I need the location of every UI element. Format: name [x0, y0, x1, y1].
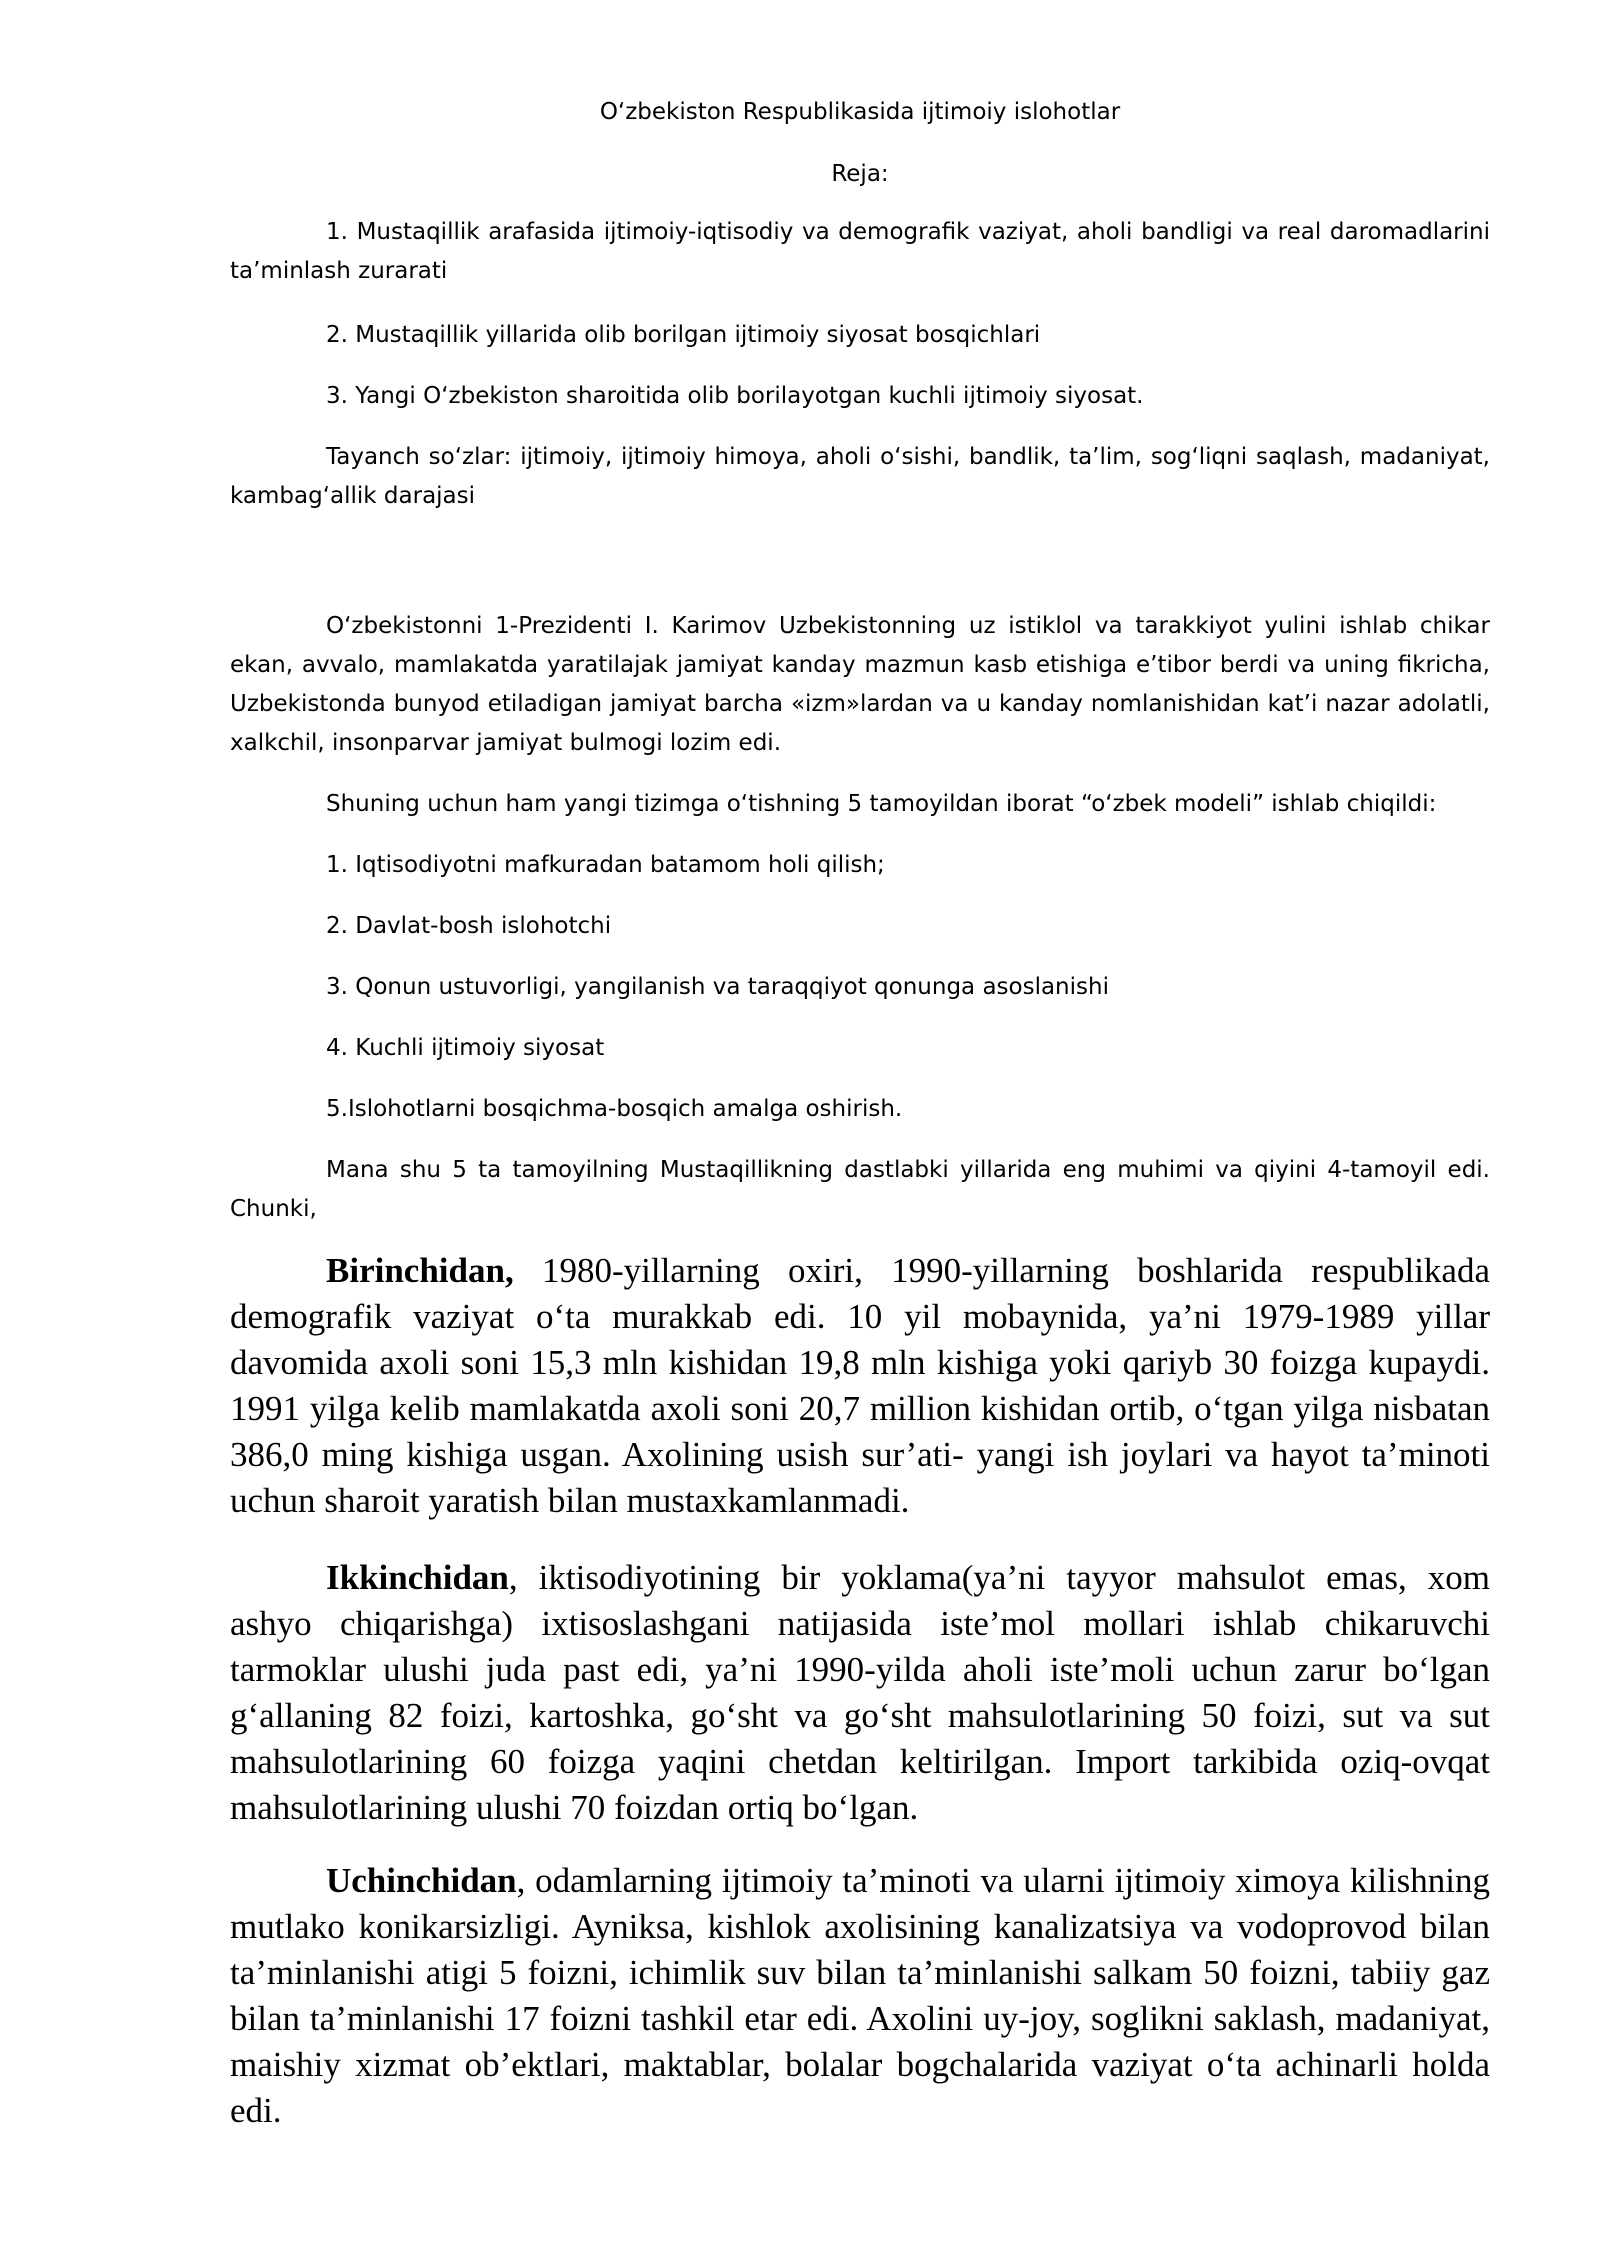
plan-item-2: 2. Mustaqillik yillarida olib borilgan ijtimoiy siyosat bosqichlari: [326, 322, 1041, 348]
principle-2: 2. Davlat-bosh islohotchi: [326, 913, 612, 939]
principle-4: 4. Kuchli ijtimoiy siyosat: [326, 1035, 605, 1061]
plan-item-1: 1. Mustaqillik arafasida ijtimoiy-iqtisodiy va demografik vaziyat, aholi bandligi va real daromadlarini ta’minlash zurarati: [230, 219, 1490, 284]
principle-1: 1. Iqtisodiyotni mafkuradan batamom holi qilish;: [326, 852, 885, 878]
intro-paragraph: O‘zbekistonni 1-Prezidenti I. Karimov Uzbekistonning uz istiklol va tarakkiyot yulini ishlab chikar ekan, avvalo, mamlakatda yaratilajak jamiyat kanday mazmun kasb etishiga e’tibor berdi va uning fikricha, Uzbekistonda bunyod etiladigan jamiyat barcha «izm»lardan va u kanday nomlanishidan kat’i nazar adolatli, xalkchil, insonparvar jamiyat bulmogi lozim edi.: [230, 613, 1490, 756]
principle-3: 3. Qonun ustuvorligi, yangilanish va taraqqiyot qonunga asoslanishi: [326, 974, 1109, 1000]
section-third: [230, 1858, 1490, 2134]
section-first-text: 1980-yillarning oxiri, 1990-yillarning boshlarida respublikada demografik vaziyat o‘ta murakkab edi. 10 yil mobaynida, ya’ni 1979-1989 yillar davomida axoli soni 15,3 mln kishidan 19,8 mln kishiga yoki qariyb 30 foizga kupaydi. 1991 yilga kelib mamlakatda axoli soni 20,7 million kishidan ortib, o‘tgan yilga nisbatan 386,0 ming kishiga usgan. Axolining usish sur’ati- yangi ish joylari va hayot ta’minoti uchun sharoit yaratish bilan mustaxkamlanmadi.: [230, 1251, 1490, 1520]
principle-5: 5.Islohotlarni bosqichma-bosqich amalga oshirish.: [326, 1096, 903, 1122]
keywords-paragraph: Tayanch so‘zlar: ijtimoiy, ijtimoiy himoya, aholi o‘sishi, bandlik, ta’lim, sog‘liqni saqlash, madaniyat, kambag‘allik darajasi: [230, 444, 1490, 509]
section-second: [230, 1555, 1490, 1831]
section-second-text: , iktisodiyotining bir yoklama(ya’ni tayyor mahsulot emas, xom ashyo chiqarishga) ixtisoslashgani natijasida iste’mol mollari ishlab chikaruvchi tarmoklar ulushi juda past edi, ya’ni 1990-yilda aholi iste’moli uchun zarur bo‘lgan g‘allaning 82 foizi, kartoshka, go‘sht va go‘sht mahsulotlarining 50 foizi, sut va sut mahsulotlarining 60 foizga yaqini chetdan keltirilgan. Import tarkibida oziq-ovqat mahsulotlarining ulushi 70 foizdan ortiq bo‘lgan.: [230, 1558, 1490, 1827]
section-first: [230, 1248, 1490, 1524]
section-third-text: , odamlarning ijtimoiy ta’minoti va ularni ijtimoiy ximoya kilishning mutlako konikarsizligi. Ayniksa, kishlok axolisining kanalizatsiya va vodoprovod bilan ta’minlanishi atigi 5 foizni, ichimlik suv bilan ta’minlanishi salkam 50 foizni, tabiiy gaz bilan ta’minlanishi 17 foizni tashkil etar edi. Axolini uy-joy, soglikni saklash, madaniyat, maishiy xizmat ob’ektlari, maktablar, bolalar bogchalarida vaziyat o‘ta achinarli holda edi.: [230, 1861, 1490, 2130]
section-second-lead: Ikkinchidan: [326, 1558, 509, 1597]
plan-item-3: 3. Yangi O‘zbekiston sharoitida olib borilayotgan kuchli ijtimoiy siyosat.: [326, 383, 1144, 409]
model-intro: Shuning uchun ham yangi tizimga o‘tishning 5 tamoyildan iborat “o‘zbek modeli” ishlab chiqildi:: [326, 791, 1437, 817]
section-third-lead: Uchinchidan: [326, 1861, 517, 1900]
section-first-lead: Birinchidan,: [326, 1251, 514, 1290]
document-title: O‘zbekiston Respublikasida ijtimoiy islohotlar: [599, 99, 1121, 125]
transition-paragraph: Mana shu 5 ta tamoyilning Mustaqillikning dastlabki yillarida eng muhimi va qiyini 4-tamoyil edi. Chunki,: [230, 1157, 1490, 1222]
plan-heading: Reja:: [831, 161, 889, 187]
